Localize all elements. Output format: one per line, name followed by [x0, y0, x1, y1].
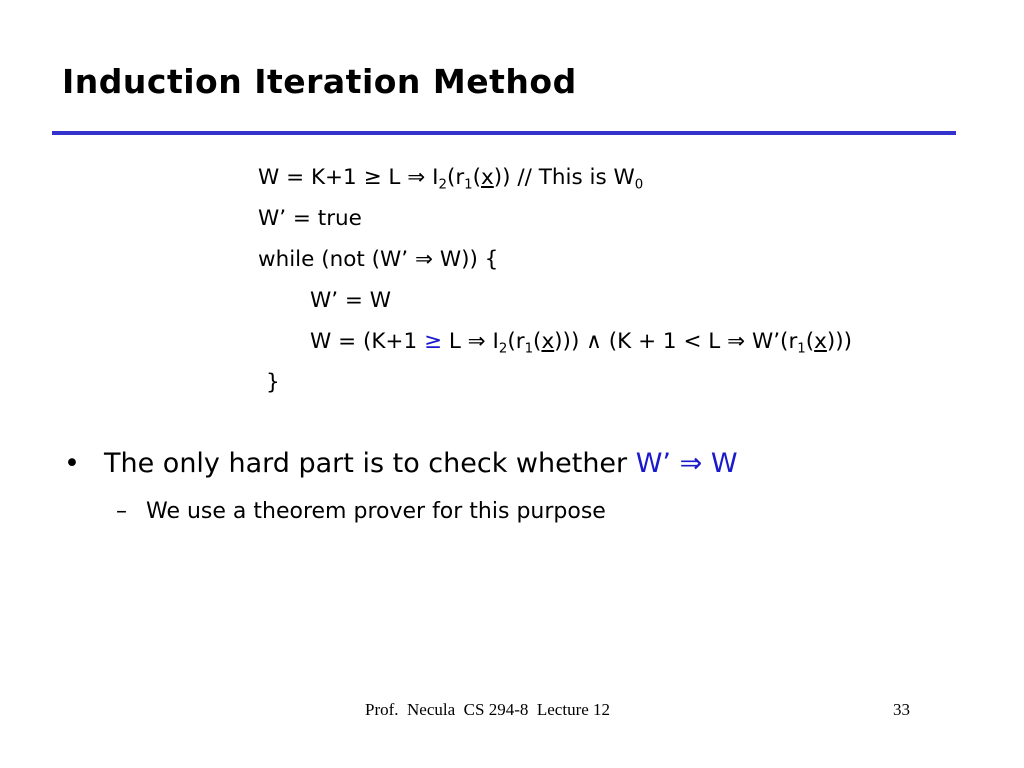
slide-title: Induction Iteration Method — [62, 62, 577, 101]
code-line-5: W = (K+1 ≥ L ⇒ $I_2(r_1(x))$) ∧ (K + 1 < L ⇒ $W’(r_1(x))$) — [310, 329, 853, 357]
code-line-4: W’ = W — [310, 288, 392, 313]
page-number: 33 — [893, 700, 910, 719]
sub-bullet-point — [116, 499, 606, 524]
sub-bullet-marker: – — [116, 499, 127, 524]
code-line-2: W’ = true — [258, 206, 362, 231]
title-divider — [52, 131, 956, 135]
code-block — [258, 162, 852, 408]
bullet-marker: • — [64, 448, 80, 479]
code-line-3: while (not (W’ ⇒ W)) { — [258, 247, 499, 272]
code-line-6: } — [266, 370, 280, 395]
bullet-point — [64, 448, 738, 479]
code-line-1: W = K+1 ≥ L ⇒ $I_2(r_1(x))$ // This is $W_0$ — [258, 165, 644, 193]
bullet-highlight: W’ ⇒ W — [635, 448, 738, 479]
sub-bullet-text: We use a theorem prover for this purpose — [146, 499, 606, 524]
footer-course: Prof. Necula CS 294-8 Lecture 12 — [365, 700, 611, 719]
bullet-text: The only hard part is to check whether — [104, 448, 636, 479]
